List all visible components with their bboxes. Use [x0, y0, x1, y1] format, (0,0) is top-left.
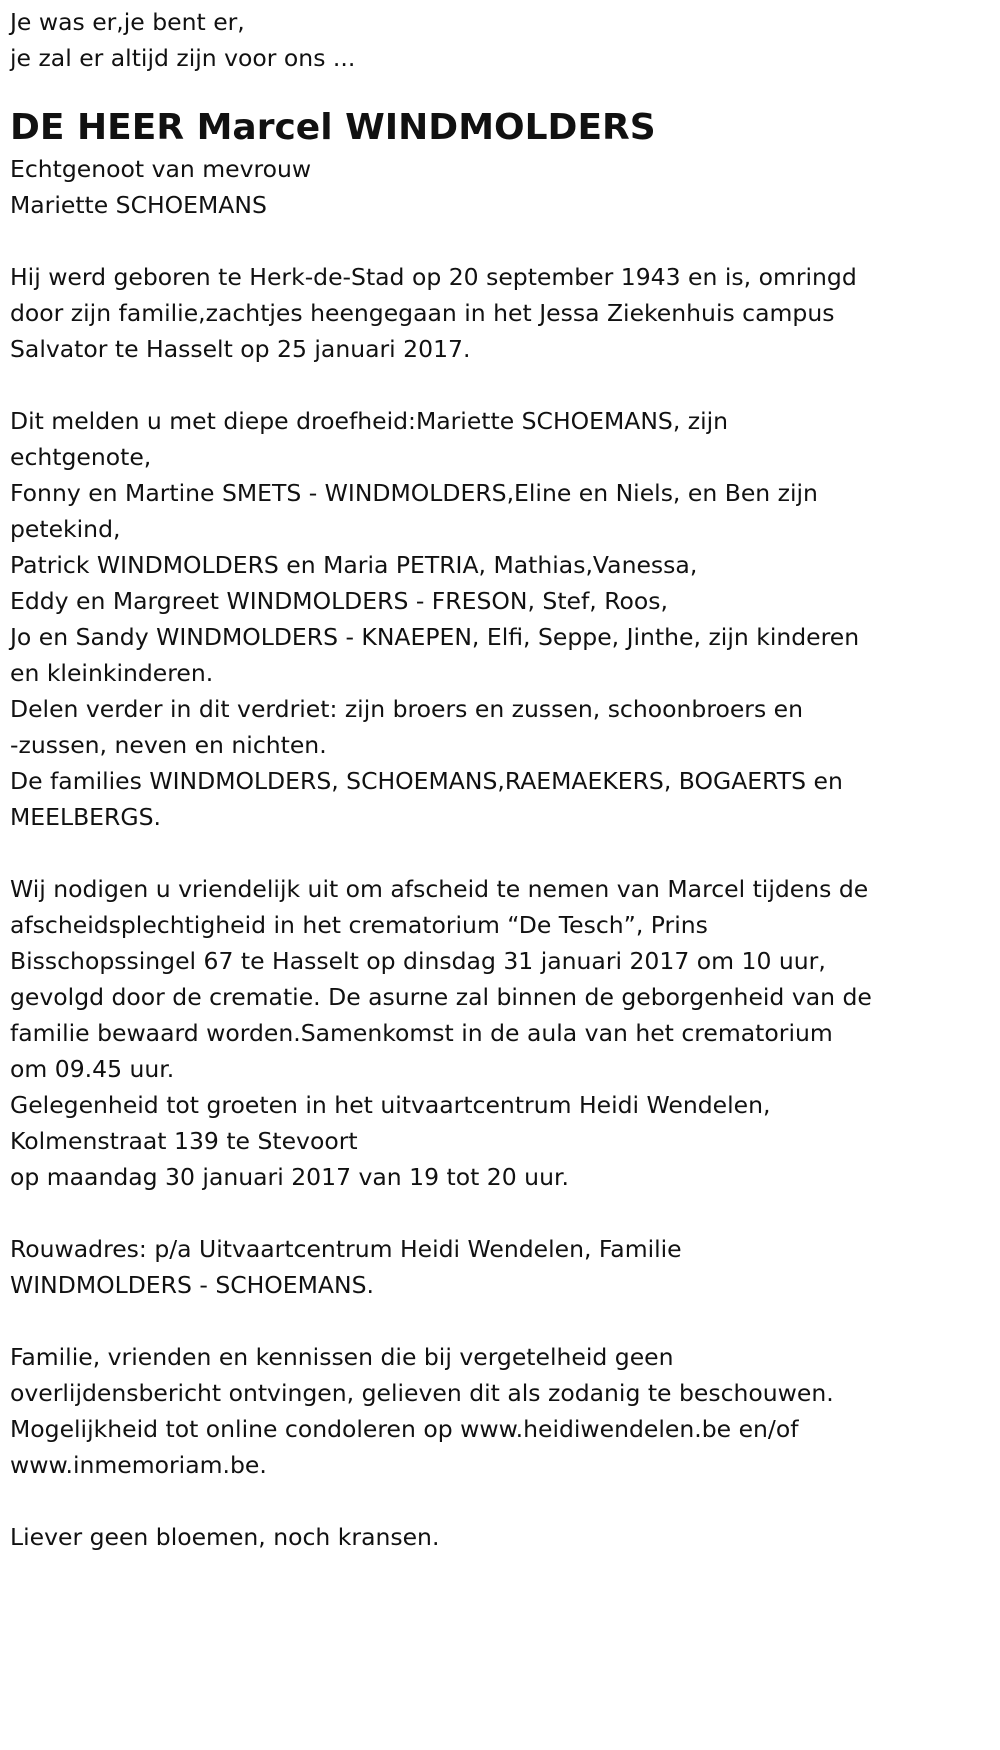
- motto-line: Je was er,je bent er,: [10, 8, 245, 36]
- paragraph-line: MEELBERGS.: [10, 803, 161, 831]
- spacer: [10, 1483, 995, 1519]
- family-paragraph: [10, 403, 995, 835]
- paragraph-line: Fonny en Martine SMETS - WINDMOLDERS,Eline en Niels, en Ben zijn: [10, 479, 818, 507]
- birth-death-paragraph: [10, 259, 995, 367]
- paragraph-line: Kolmenstraat 139 te Stevoort: [10, 1127, 358, 1155]
- spacer: [10, 223, 995, 259]
- mourning-address: [10, 1231, 995, 1303]
- paragraph-line: Hij werd geboren te Herk-de-Stad op 20 september 1943 en is, omringd: [10, 263, 857, 291]
- paragraph-line: -zussen, neven en nichten.: [10, 731, 327, 759]
- deceased-name: DE HEER Marcel WINDMOLDERS: [10, 107, 656, 148]
- paragraph-line: echtgenote,: [10, 443, 152, 471]
- paragraph-line: www.inmemoriam.be.: [10, 1451, 267, 1479]
- paragraph-line: Jo en Sandy WINDMOLDERS - KNAEPEN, Elfi, Seppe, Jinthe, zijn kinderen: [10, 623, 860, 651]
- spacer: [10, 76, 995, 106]
- spacer: [10, 1303, 995, 1339]
- paragraph-line: familie bewaard worden.Samenkomst in de aula van het crematorium: [10, 1019, 833, 1047]
- spouse-block: [10, 151, 995, 223]
- paragraph-line: Mogelijkheid tot online condoleren op www.heidiwendelen.be en/of: [10, 1415, 799, 1443]
- paragraph-line: Rouwadres: p/a Uitvaartcentrum Heidi Wendelen, Familie: [10, 1235, 682, 1263]
- paragraph-line: Familie, vrienden en kennissen die bij vergetelheid geen: [10, 1343, 674, 1371]
- paragraph-line: WINDMOLDERS - SCHOEMANS.: [10, 1271, 374, 1299]
- ceremony-paragraph: [10, 871, 995, 1195]
- notice-paragraph: [10, 1339, 995, 1483]
- motto-line: je zal er altijd zijn voor ons ...: [10, 44, 356, 72]
- paragraph-line: Liever geen bloemen, noch kransen.: [10, 1523, 440, 1551]
- paragraph-line: afscheidsplechtigheid in het crematorium “De Tesch”, Prins: [10, 911, 708, 939]
- motto: [10, 4, 995, 76]
- flowers-note: [10, 1519, 995, 1555]
- paragraph-line: Patrick WINDMOLDERS en Maria PETRIA, Mathias,Vanessa,: [10, 551, 698, 579]
- paragraph-line: Bisschopssingel 67 te Hasselt op dinsdag 31 januari 2017 om 10 uur,: [10, 947, 826, 975]
- paragraph-line: Salvator te Hasselt op 25 januari 2017.: [10, 335, 471, 363]
- paragraph-line: gevolgd door de crematie. De asurne zal binnen de geborgenheid van de: [10, 983, 872, 1011]
- paragraph-line: Wij nodigen u vriendelijk uit om afscheid te nemen van Marcel tijdens de: [10, 875, 869, 903]
- spacer: [10, 367, 995, 403]
- paragraph-line: petekind,: [10, 515, 121, 543]
- paragraph-line: overlijdensbericht ontvingen, gelieven dit als zodanig te beschouwen.: [10, 1379, 834, 1407]
- paragraph-line: De families WINDMOLDERS, SCHOEMANS,RAEMAEKERS, BOGAERTS en: [10, 767, 843, 795]
- paragraph-line: op maandag 30 januari 2017 van 19 tot 20 uur.: [10, 1163, 569, 1191]
- spouse-line: Echtgenoot van mevrouw: [10, 155, 312, 183]
- paragraph-line: en kleinkinderen.: [10, 659, 214, 687]
- paragraph-line: om 09.45 uur.: [10, 1055, 175, 1083]
- paragraph-line: door zijn familie,zachtjes heengegaan in het Jessa Ziekenhuis campus: [10, 299, 835, 327]
- paragraph-line: Gelegenheid tot groeten in het uitvaartcentrum Heidi Wendelen,: [10, 1091, 771, 1119]
- paragraph-line: Eddy en Margreet WINDMOLDERS - FRESON, Stef, Roos,: [10, 587, 668, 615]
- paragraph-line: Delen verder in dit verdriet: zijn broers en zussen, schoonbroers en: [10, 695, 804, 723]
- obituary-notice: [10, 4, 995, 1555]
- spouse-line: Mariette SCHOEMANS: [10, 191, 267, 219]
- spacer: [10, 1195, 995, 1231]
- spacer: [10, 835, 995, 871]
- paragraph-line: Dit melden u met diepe droefheid:Mariette SCHOEMANS, zijn: [10, 407, 729, 435]
